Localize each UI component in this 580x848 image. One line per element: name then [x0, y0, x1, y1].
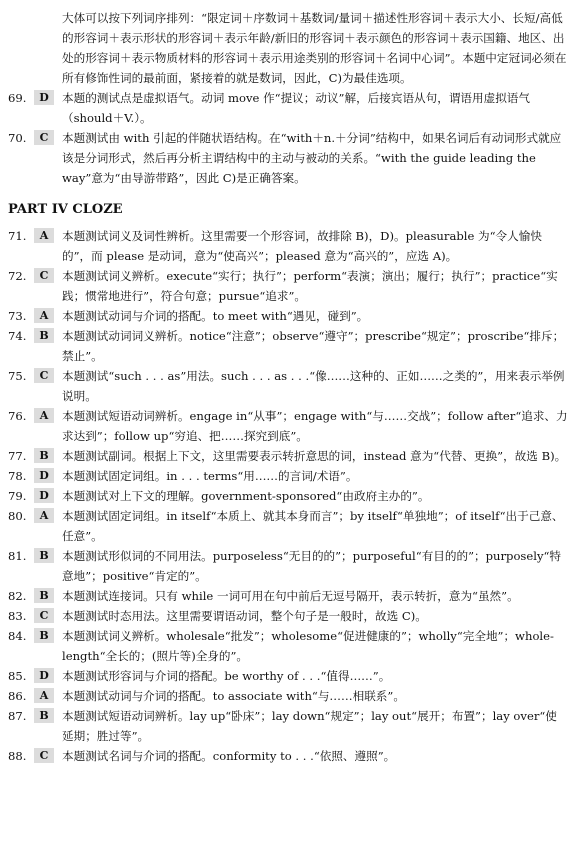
answer-letter-badge: B — [34, 588, 54, 603]
answer-letter-badge: A — [34, 508, 54, 523]
answer-letter-badge: B — [34, 548, 54, 563]
answer-list-cloze — [8, 226, 568, 766]
explanation-text: 本题测试“such . . . as”用法。such . . . as . . .“像……这种的、正如……之类的”，用来表示举例说明。 — [62, 369, 565, 403]
explanation-text: 本题测试形似词的不同用法。purposeless“无目的的”；purposeful“有目的的”；purposely“特意地”；positive“肯定的”。 — [62, 549, 562, 583]
item-number: 75. — [8, 369, 27, 383]
explanation-text: 本题测试对上下文的理解。government-sponsored“由政府主办的”。 — [62, 489, 430, 503]
answer-letter-badge: B — [34, 328, 54, 343]
item-number: 74. — [8, 329, 27, 343]
item-number: 84. — [8, 629, 27, 643]
answer-letter-badge: A — [34, 228, 54, 243]
answer-item — [8, 486, 568, 506]
answer-letter-badge: B — [34, 708, 54, 723]
answer-letter-badge: C — [34, 368, 54, 383]
explanation-text: 本题测试形容词与介词的搭配。be worthy of . . .“值得……”。 — [62, 669, 391, 683]
item-number: 73. — [8, 309, 27, 323]
explanation-text: 本题测试由 with 引起的伴随状语结构。在“with＋n.＋分词”结构中，如果名词后有动词形式就应该是分词形式，然后再分析主谓结构中的主动与被动的关系。“with the guide leading the way”意为“由导游带路”，因此 C)是正确答案。 — [62, 131, 562, 185]
answer-item — [8, 546, 568, 586]
answer-item — [8, 746, 568, 766]
explanation-text: 本题测试短语动词辨析。lay up“卧床”；lay down“规定”；lay out“展开；布置”；lay over“使延期；胜过等”。 — [62, 709, 557, 743]
intro-paragraph: 大体可以按下列词序排列：“限定词＋序数词＋基数词/量词＋描述性形容词＋表示大小、长短/高低的形容词＋表示形状的形容词＋表示年龄/新旧的形容词＋表示颜色的形容词＋表示国籍、地区、出处的形容词＋表示物质材料的形容词＋表示用途类别的形容词＋名词中心词”。本题中定冠词必须在所有修饰性词的最前面，紧接着的就是数词，因此，C)为最佳选项。 — [62, 11, 567, 85]
item-number: 72. — [8, 269, 27, 283]
answer-item — [8, 226, 568, 266]
explanation-text: 本题测试动词与介词的搭配。to meet with“遇见，碰到”。 — [62, 309, 369, 323]
answer-letter-badge: C — [34, 748, 54, 763]
answer-item — [8, 128, 568, 188]
answer-item — [8, 306, 568, 326]
answer-item — [8, 606, 568, 626]
answer-item — [8, 706, 568, 746]
answer-letter-badge: B — [34, 628, 54, 643]
answer-item — [8, 466, 568, 486]
item-number: 70. — [8, 131, 27, 145]
item-number: 85. — [8, 669, 27, 683]
item-number: 78. — [8, 469, 27, 483]
answer-letter-badge: A — [34, 688, 54, 703]
answer-item — [8, 586, 568, 606]
answer-letter-badge: A — [34, 308, 54, 323]
item-number: 86. — [8, 689, 27, 703]
explanation-text: 本题测试副词。根据上下文，这里需要表示转折意思的词，instead 意为“代替、更换”，故选 B)。 — [62, 449, 567, 463]
answer-letter-badge: C — [34, 608, 54, 623]
explanation-text: 本题测试词义及词性辨析。这里需要一个形容词，故排除 B)，D)。pleasurable 为“令人愉快的”，而 please 是动词，意为“使高兴”；pleased 意为“高兴的”，应选 A)。 — [62, 229, 542, 263]
answer-item — [8, 366, 568, 406]
explanation-text: 本题测试连接词。只有 while 一词可用在句中前后无逗号隔开，表示转折，意为“虽然”。 — [62, 589, 519, 603]
answer-item — [8, 666, 568, 686]
explanation-text: 本题测试固定词组。in itself“本质上、就其本身而言”；by itself“单独地”；of itself“出于己意、任意”。 — [62, 509, 564, 543]
item-number: 88. — [8, 749, 27, 763]
answer-letter-badge: D — [34, 90, 54, 105]
item-number: 69. — [8, 91, 27, 105]
item-number: 83. — [8, 609, 27, 623]
answer-letter-badge: A — [34, 408, 54, 423]
answer-item — [8, 266, 568, 306]
answer-letter-badge: C — [34, 268, 54, 283]
explanation-text: 本题测试固定词组。in . . . terms“用……的言词/术语”。 — [62, 469, 358, 483]
item-number: 80. — [8, 509, 27, 523]
item-number: 81. — [8, 549, 27, 563]
answer-letter-badge: D — [34, 488, 54, 503]
explanation-text: 本题测试词义辨析。wholesale“批发”；wholesome“促进健康的”；wholly“完全地”；whole-length“全长的；(照片等)全身的”。 — [62, 629, 554, 663]
answer-item — [8, 686, 568, 706]
item-number: 79. — [8, 489, 27, 503]
section-heading: PART IV CLOZE — [8, 202, 123, 217]
answer-letter-badge: D — [34, 668, 54, 683]
explanation-text: 本题测试名词与介词的搭配。conformity to . . .“依照、遵照”。 — [62, 749, 396, 763]
explanation-text: 本题测试时态用法。这里需要谓语动词，整个句子是一般时，故选 C)。 — [62, 609, 427, 623]
answer-item — [8, 406, 568, 446]
item-number: 77. — [8, 449, 27, 463]
answer-item — [8, 88, 568, 128]
explanation-text: 本题测试动词与介词的搭配。to associate with“与……相联系”。 — [62, 689, 405, 703]
item-number: 82. — [8, 589, 27, 603]
item-number: 87. — [8, 709, 27, 723]
item-number: 71. — [8, 229, 27, 243]
answer-item — [8, 326, 568, 366]
answer-item — [8, 506, 568, 546]
answer-letter-badge: B — [34, 448, 54, 463]
answer-item — [8, 446, 568, 466]
answer-item — [8, 626, 568, 666]
explanation-text: 本题测试词义辨析。execute“实行；执行”；perform“表演；演出；履行；执行”；practice“实践；惯常地进行”，符合句意；pursue“追求”。 — [62, 269, 558, 303]
explanation-text: 本题的测试点是虚拟语气。动词 move 作“提议；动议”解，后接宾语从句，谓语用虚拟语气（should＋V.）。 — [62, 91, 530, 125]
item-number: 76. — [8, 409, 27, 423]
answer-letter-badge: C — [34, 130, 54, 145]
answer-list-grammar — [8, 88, 568, 188]
answer-letter-badge: D — [34, 468, 54, 483]
explanation-text: 本题测试动词词义辨析。notice“注意”；observe“遵守”；prescribe“规定”；proscribe“排斥；禁止”。 — [62, 329, 565, 363]
explanation-text: 本题测试短语动词辨析。engage in“从事”；engage with“与……交战”；follow after“追求、力求达到”；follow up“穷追、把……探究到底”。 — [62, 409, 568, 443]
